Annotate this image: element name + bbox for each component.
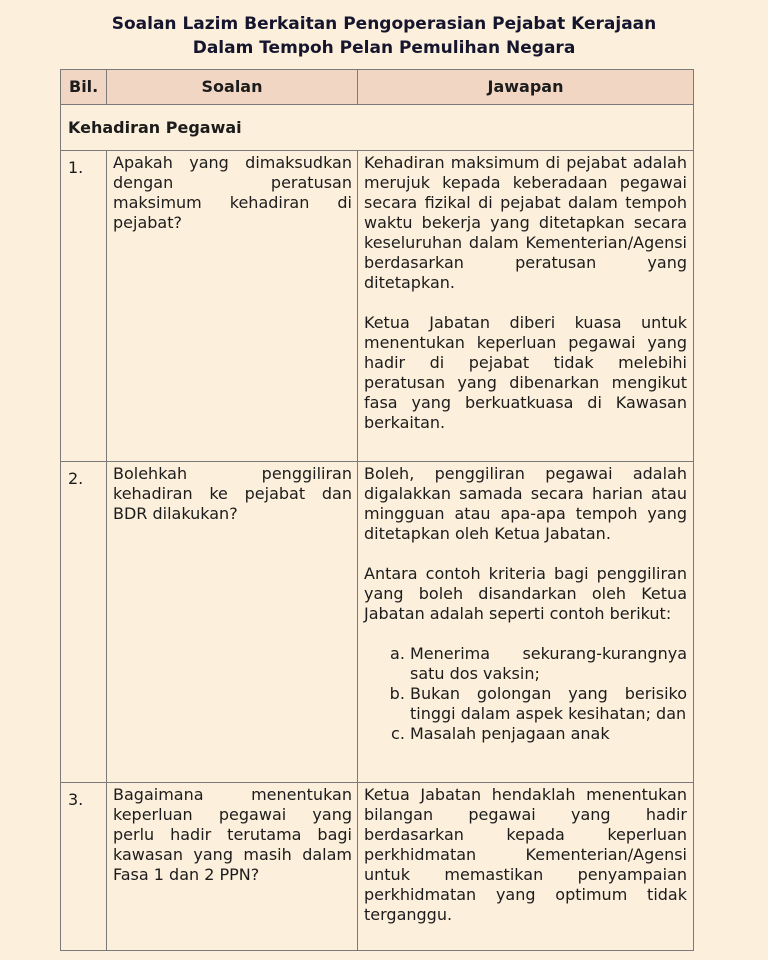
header-soalan: Soalan: [107, 70, 358, 105]
section-row: [61, 105, 694, 151]
row-number: 2.: [61, 462, 107, 783]
header-jawapan: Jawapan: [358, 70, 694, 105]
title-line-1: Soalan Lazim Berkaitan Pengoperasian Pejabat Kerajaan: [111, 14, 657, 34]
answer-cell: [358, 151, 694, 462]
header-bil: Bil.: [61, 70, 107, 105]
list-item: a. Menerima sekurang-kurangnya satu dos vaksin;: [410, 644, 687, 684]
faq-table: [60, 69, 694, 951]
section-heading: Kehadiran Pegawai: [61, 105, 694, 151]
document-title: [0, 12, 768, 60]
answer-paragraph: Boleh, penggiliran pegawai adalah digalakkan samada secara harian atau mingguan atau apa-apa tempoh yang ditetapkan oleh Ketua Jabatan.: [364, 464, 687, 543]
criteria-list: [364, 644, 687, 744]
table-row: [61, 151, 694, 462]
list-item: c. Masalah penjagaan anak: [410, 724, 687, 744]
answer-paragraph: Kehadiran maksimum di pejabat adalah merujuk kepada keberadaan pegawai secara fizikal di pejabat dalam tempoh waktu bekerja yang ditetapkan secara keseluruhan dalam Kementerian/Agensi berdasarkan peratusan yang ditetapkan.: [364, 153, 687, 292]
title-line-2: Dalam Tempoh Pelan Pemulihan Negara: [192, 38, 576, 58]
answer-cell: [358, 783, 694, 951]
answer-paragraph: Ketua Jabatan hendaklah menentukan bilangan pegawai yang hadir berdasarkan kepada keperluan perkhidmatan Kementerian/Agensi untuk memastikan penyampaian perkhidmatan yang optimum tidak terganggu.: [364, 785, 687, 924]
list-item: b. Bukan golongan yang berisiko tinggi dalam aspek kesihatan; dan: [410, 684, 687, 724]
answer-cell: [358, 462, 694, 783]
row-number: 1.: [61, 151, 107, 462]
question-cell: Bagaimana menentukan keperluan pegawai yang perlu hadir terutama bagi kawasan yang masih dalam Fasa 1 dan 2 PPN?: [107, 783, 358, 951]
question-cell: Apakah yang dimaksudkan dengan peratusan maksimum kehadiran di pejabat?: [107, 151, 358, 462]
question-cell: Bolehkah penggiliran kehadiran ke pejabat dan BDR dilakukan?: [107, 462, 358, 783]
table-header-row: [61, 70, 694, 105]
answer-paragraph: Ketua Jabatan diberi kuasa untuk menentukan keperluan pegawai yang hadir di pejabat tidak melebihi peratusan yang dibenarkan mengikut fasa yang berkuatkuasa di Kawasan berkaitan.: [364, 313, 687, 432]
table-row: [61, 462, 694, 783]
row-number: 3.: [61, 783, 107, 951]
answer-paragraph: Antara contoh kriteria bagi penggiliran yang boleh disandarkan oleh Ketua Jabatan adalah seperti contoh berikut:: [364, 564, 687, 623]
table-row: [61, 783, 694, 951]
